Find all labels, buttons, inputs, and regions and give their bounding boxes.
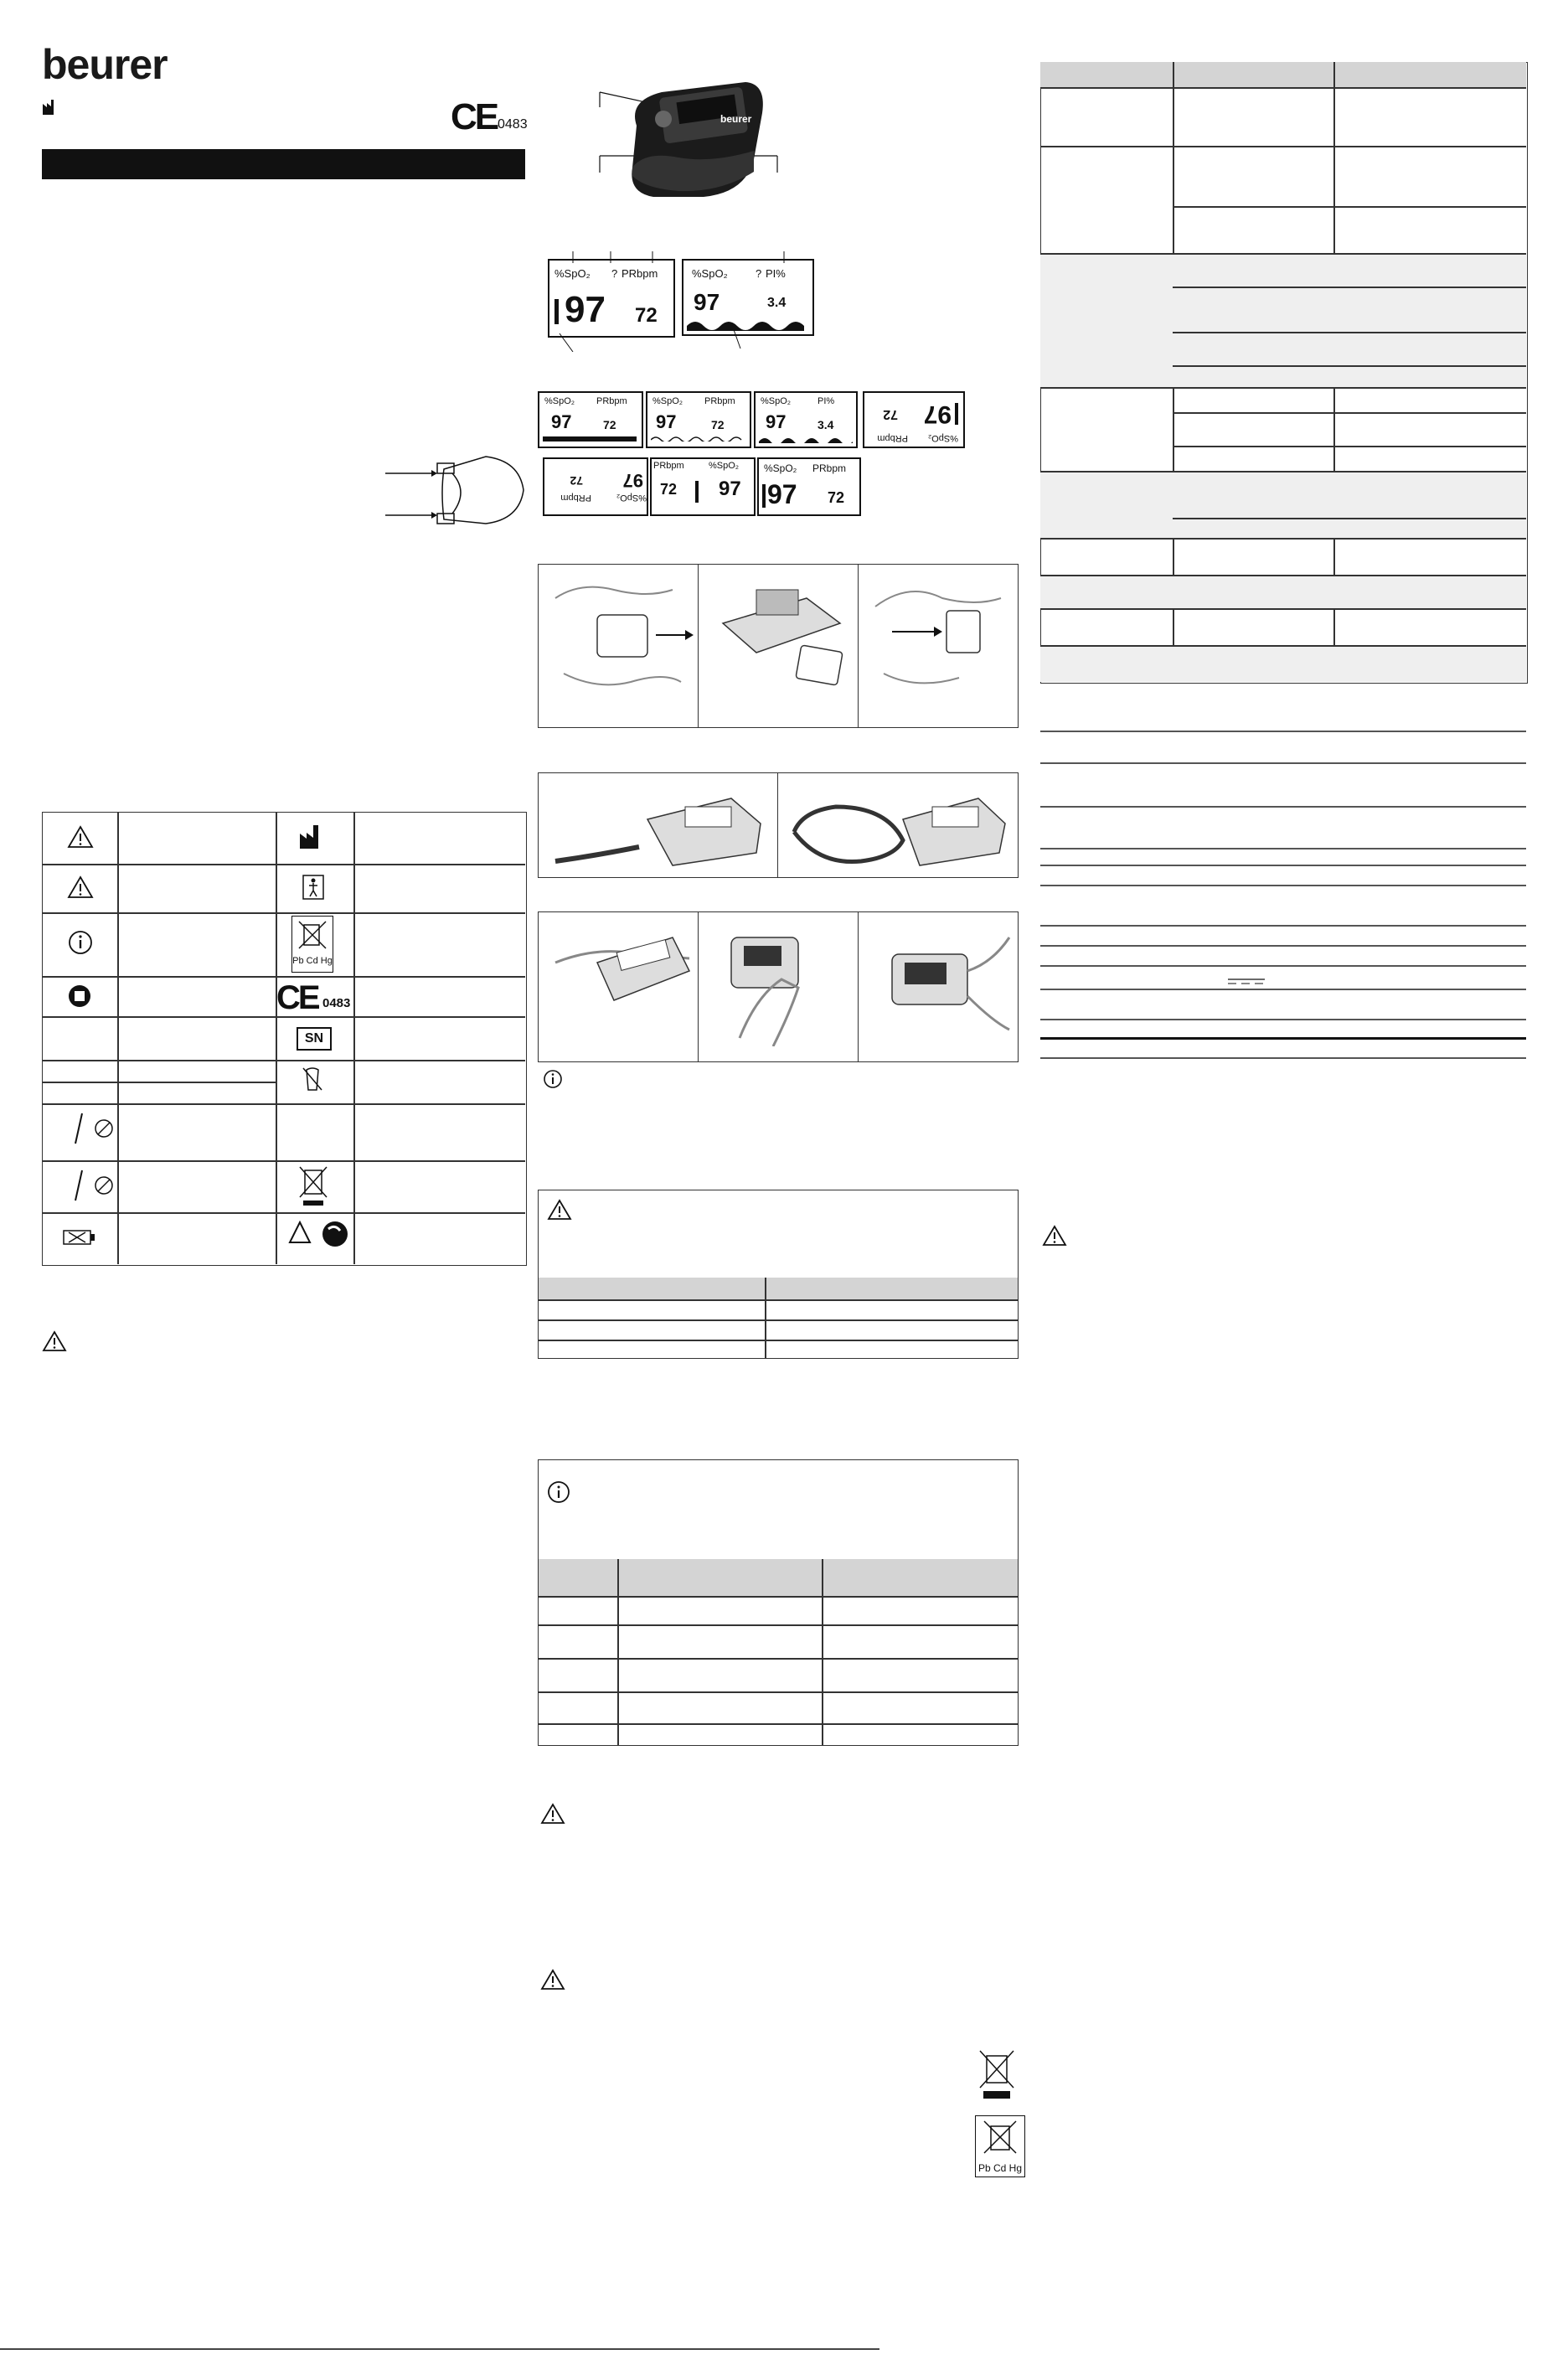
applied-part-icon: [302, 874, 325, 901]
weee-icon: [298, 1165, 328, 1207]
warning-box: [538, 1190, 1019, 1359]
usage-figures: [538, 911, 1019, 1062]
section-rule: [1040, 925, 1526, 927]
battery-insertion-figures: [538, 564, 1019, 728]
warning-icon: [42, 1330, 67, 1352]
section-rule: [1040, 885, 1526, 886]
section-rule: [1040, 731, 1526, 732]
display-variant: %SpO₂ PRbpm 97 72: [757, 457, 861, 516]
no-reuse-icon: [300, 1065, 325, 1093]
serial-number-icon: SN: [297, 1027, 332, 1051]
display-spo2-pr: %SpO₂ ? PRbpm 97 72: [548, 259, 675, 338]
warning-icon: [540, 1969, 565, 1991]
section-rule: [1040, 848, 1526, 849]
warning-icon: [547, 1199, 572, 1221]
hand-sketch: [547, 573, 694, 699]
display-variant: %SpO₂ PRbpm 97 72: [538, 391, 643, 448]
temperature-limit-icon: [67, 1110, 117, 1147]
display-variant-vertical: %SpO₂ PRbpm 97 72: [543, 457, 648, 516]
finger-insert-sketch: [547, 921, 694, 1046]
footer-rule: [0, 2348, 879, 2350]
section-rule: [1040, 806, 1526, 808]
weee-icon: [978, 2049, 1015, 2101]
display-spo2-pi: %SpO₂ ? PI% 97 3.4: [682, 259, 814, 336]
section-rule: [1040, 965, 1526, 967]
info-icon: [547, 1480, 570, 1504]
battery-disposal-symbol: Pb Cd Hg: [975, 2115, 1025, 2177]
device-image: [595, 67, 779, 201]
section-rule: [1040, 762, 1526, 764]
lanyard-figures: [538, 772, 1019, 878]
battery-icon: [62, 1227, 99, 1247]
info-icon: [67, 929, 94, 956]
warning-icon: [67, 825, 94, 849]
section-rule: [1040, 945, 1526, 947]
section-rule: [1040, 1037, 1526, 1040]
display-callouts: [548, 251, 816, 352]
read-manual-icon: [67, 984, 92, 1009]
hand-close-sketch: [867, 573, 1014, 699]
button-press-sketch: [706, 921, 853, 1046]
specifications-table: [1040, 62, 1526, 682]
ce-symbol-number: 0483: [322, 996, 351, 1010]
section-rule: [1040, 989, 1526, 990]
display-variant: %SpO₂ PRbpm 97 72: [646, 391, 751, 448]
ce-number: 0483: [498, 117, 528, 132]
display-variant: %SpO₂ PI% 97 3.4: [754, 391, 858, 448]
section-rule: [1040, 1057, 1526, 1059]
ce-mark: CE: [451, 96, 498, 137]
device-open-sketch: [706, 573, 853, 699]
rohs-symbol: Pb Cd Hg: [291, 916, 333, 973]
caution-icon: [67, 875, 94, 899]
manufacturer-icon: [298, 824, 328, 850]
reading-sketch: [867, 921, 1014, 1046]
humidity-limit-icon: [67, 1167, 117, 1204]
symbols-table: [42, 812, 525, 1264]
brand-logo: beurer: [42, 41, 168, 88]
dc-symbol: [1228, 979, 1265, 985]
section-rule: [1040, 1019, 1526, 1020]
display-variant-rotated: %SpO₂ PRbpm 97 72: [863, 391, 965, 448]
title-bar: [42, 149, 525, 179]
section-rule: [1040, 865, 1526, 866]
lanyard-loop-sketch: [786, 782, 1012, 870]
info-icon: [543, 1069, 563, 1089]
info-table-box: [538, 1459, 1019, 1746]
recycling-icon: [285, 1217, 352, 1251]
manufacturer-icon: [42, 99, 59, 116]
warning-icon: [1042, 1225, 1067, 1247]
finger-diagram: [385, 440, 528, 536]
lanyard-attach-sketch: [547, 782, 773, 870]
display-variant-vertical: PRbpm %SpO₂ 72 97: [650, 457, 756, 516]
device-brand-label: beurer: [720, 113, 752, 125]
warning-icon: [540, 1803, 565, 1825]
ce-symbol: CE: [276, 979, 318, 1016]
